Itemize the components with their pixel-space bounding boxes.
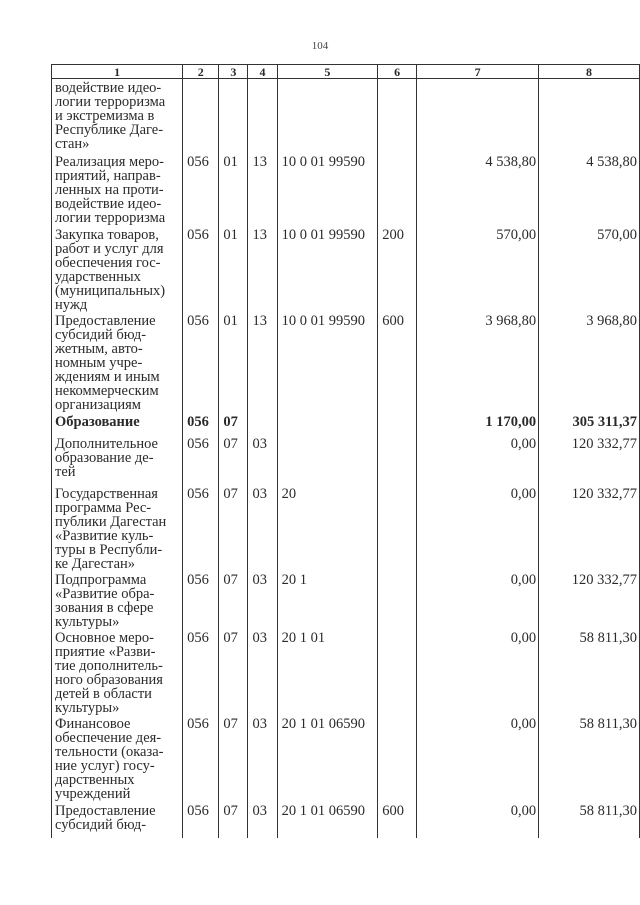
row-name-cell (52, 413, 183, 435)
cell-c2: 056 (183, 571, 219, 629)
cell-c3: 01 (219, 153, 248, 226)
row-name-cell (52, 435, 183, 485)
cell-c5: 20 1 01 06590 (277, 715, 378, 802)
cell-c7: 0,00 (417, 802, 539, 838)
cell-c2: 056 (183, 226, 219, 312)
table-body (52, 79, 640, 838)
cell-c3: 07 (219, 571, 248, 629)
cell-c3 (219, 79, 248, 153)
cell-c2 (183, 79, 219, 153)
cell-c5: 10 0 01 99590 (277, 153, 378, 226)
row-name-cell (52, 153, 183, 226)
cell-c3: 07 (219, 802, 248, 838)
header-row (52, 65, 640, 79)
row-name: Реализация меро- приятий, направ- ленных на проти- водействие идео- логии терроризма (55, 153, 166, 226)
row-name: Финансовое обеспечение дея- тельности (оказа- ние услуг) госу- дарственных учреждений (55, 715, 164, 802)
cell-c7: 0,00 (417, 571, 539, 629)
cell-c3: 01 (219, 226, 248, 312)
table-row (52, 485, 640, 571)
cell-c3: 07 (219, 629, 248, 715)
cell-c5 (277, 435, 378, 485)
cell-c5: 20 (277, 485, 378, 571)
cell-c8: 570,00 (539, 226, 640, 312)
row-name: Дополнительное образование де- тей (55, 435, 158, 480)
cell-c2: 056 (183, 802, 219, 838)
cell-c5: 10 0 01 99590 (277, 226, 378, 312)
cell-c3: 07 (219, 413, 248, 435)
cell-c7: 0,00 (417, 435, 539, 485)
row-name: водействие идео- логии терроризма и экстремизма в Республике Даге- стан» (55, 80, 166, 152)
table-row (52, 226, 640, 312)
cell-c6 (378, 485, 417, 571)
cell-c3: 07 (219, 715, 248, 802)
budget-table (51, 64, 640, 838)
cell-c7: 0,00 (417, 715, 539, 802)
row-name: Образование (55, 413, 140, 430)
cell-c8: 120 332,77 (539, 435, 640, 485)
cell-c7: 4 538,80 (417, 153, 539, 226)
cell-c2: 056 (183, 715, 219, 802)
column-header: 7 (417, 65, 539, 79)
cell-c6 (378, 153, 417, 226)
cell-c5 (277, 79, 378, 153)
cell-c4 (248, 413, 277, 435)
cell-c3: 01 (219, 312, 248, 413)
cell-c6: 600 (378, 312, 417, 413)
row-name: Подпрограмма «Развитие обра- зования в сфере культуры» (55, 571, 155, 630)
cell-c8: 4 538,80 (539, 153, 640, 226)
cell-c4: 03 (248, 435, 277, 485)
cell-c6: 200 (378, 226, 417, 312)
cell-c2: 056 (183, 413, 219, 435)
column-header: 1 (52, 65, 183, 79)
cell-c4: 13 (248, 312, 277, 413)
cell-c6 (378, 629, 417, 715)
cell-c5: 20 1 01 (277, 629, 378, 715)
column-header: 4 (248, 65, 277, 79)
cell-c4: 03 (248, 715, 277, 802)
cell-c7: 1 170,00 (417, 413, 539, 435)
cell-c7: 570,00 (417, 226, 539, 312)
table-row (52, 571, 640, 629)
cell-c8: 58 811,30 (539, 802, 640, 838)
column-header: 3 (219, 65, 248, 79)
row-name-cell (52, 715, 183, 802)
cell-c7: 3 968,80 (417, 312, 539, 413)
cell-c5: 20 1 (277, 571, 378, 629)
row-name-cell (52, 79, 183, 153)
row-name-cell (52, 802, 183, 838)
cell-c8: 58 811,30 (539, 629, 640, 715)
table-row (52, 79, 640, 153)
cell-c8: 58 811,30 (539, 715, 640, 802)
cell-c5 (277, 413, 378, 435)
row-name: Закупка товаров, работ и услуг для обеспечения гос- ударственных (муниципальных) нужд (55, 226, 166, 313)
cell-c2: 056 (183, 485, 219, 571)
column-header: 8 (539, 65, 640, 79)
cell-c6 (378, 79, 417, 153)
cell-c4 (248, 79, 277, 153)
table-row (52, 629, 640, 715)
row-name-cell (52, 629, 183, 715)
page-number: 104 (311, 40, 329, 52)
column-header: 5 (277, 65, 378, 79)
row-name: Основное меро- приятие «Разви- тие дополнитель- ного образования детей в области культуры» (55, 629, 163, 716)
cell-c4: 03 (248, 629, 277, 715)
cell-c2: 056 (183, 435, 219, 485)
cell-c8: 120 332,77 (539, 571, 640, 629)
table-row (52, 802, 640, 838)
table-row (52, 715, 640, 802)
cell-c4: 13 (248, 153, 277, 226)
cell-c4: 03 (248, 485, 277, 571)
row-name-cell (52, 571, 183, 629)
cell-c4: 03 (248, 802, 277, 838)
cell-c6 (378, 435, 417, 485)
cell-c6 (378, 413, 417, 435)
cell-c3: 07 (219, 435, 248, 485)
table-row (52, 312, 640, 413)
column-header: 6 (378, 65, 417, 79)
column-header: 2 (183, 65, 219, 79)
cell-c4: 03 (248, 571, 277, 629)
cell-c7: 0,00 (417, 629, 539, 715)
cell-c8 (539, 79, 640, 153)
row-name-cell (52, 312, 183, 413)
cell-c2: 056 (183, 312, 219, 413)
cell-c6 (378, 715, 417, 802)
table-row (52, 413, 640, 435)
cell-c8: 3 968,80 (539, 312, 640, 413)
table-header (52, 65, 640, 79)
cell-c2: 056 (183, 153, 219, 226)
cell-c7: 0,00 (417, 485, 539, 571)
row-name-cell (52, 226, 183, 312)
cell-c6: 600 (378, 802, 417, 838)
cell-c3: 07 (219, 485, 248, 571)
cell-c8: 305 311,37 (539, 413, 640, 435)
row-name: Государственная программа Рес- публики Дагестан «Развитие куль- туры в Республи- ке Дагестан» (55, 485, 167, 572)
table-row (52, 435, 640, 485)
row-name: Предоставление субсидий бюд- (55, 802, 156, 833)
cell-c8: 120 332,77 (539, 485, 640, 571)
row-name-cell (52, 485, 183, 571)
cell-c5: 20 1 01 06590 (277, 802, 378, 838)
row-name: Предоставление субсидий бюд- жетным, авто- номным учре- ждениям и иным некоммерческим организациям (55, 312, 160, 413)
cell-c6 (378, 571, 417, 629)
cell-c5: 10 0 01 99590 (277, 312, 378, 413)
cell-c2: 056 (183, 629, 219, 715)
cell-c4: 13 (248, 226, 277, 312)
cell-c7 (417, 79, 539, 153)
table-row (52, 153, 640, 226)
